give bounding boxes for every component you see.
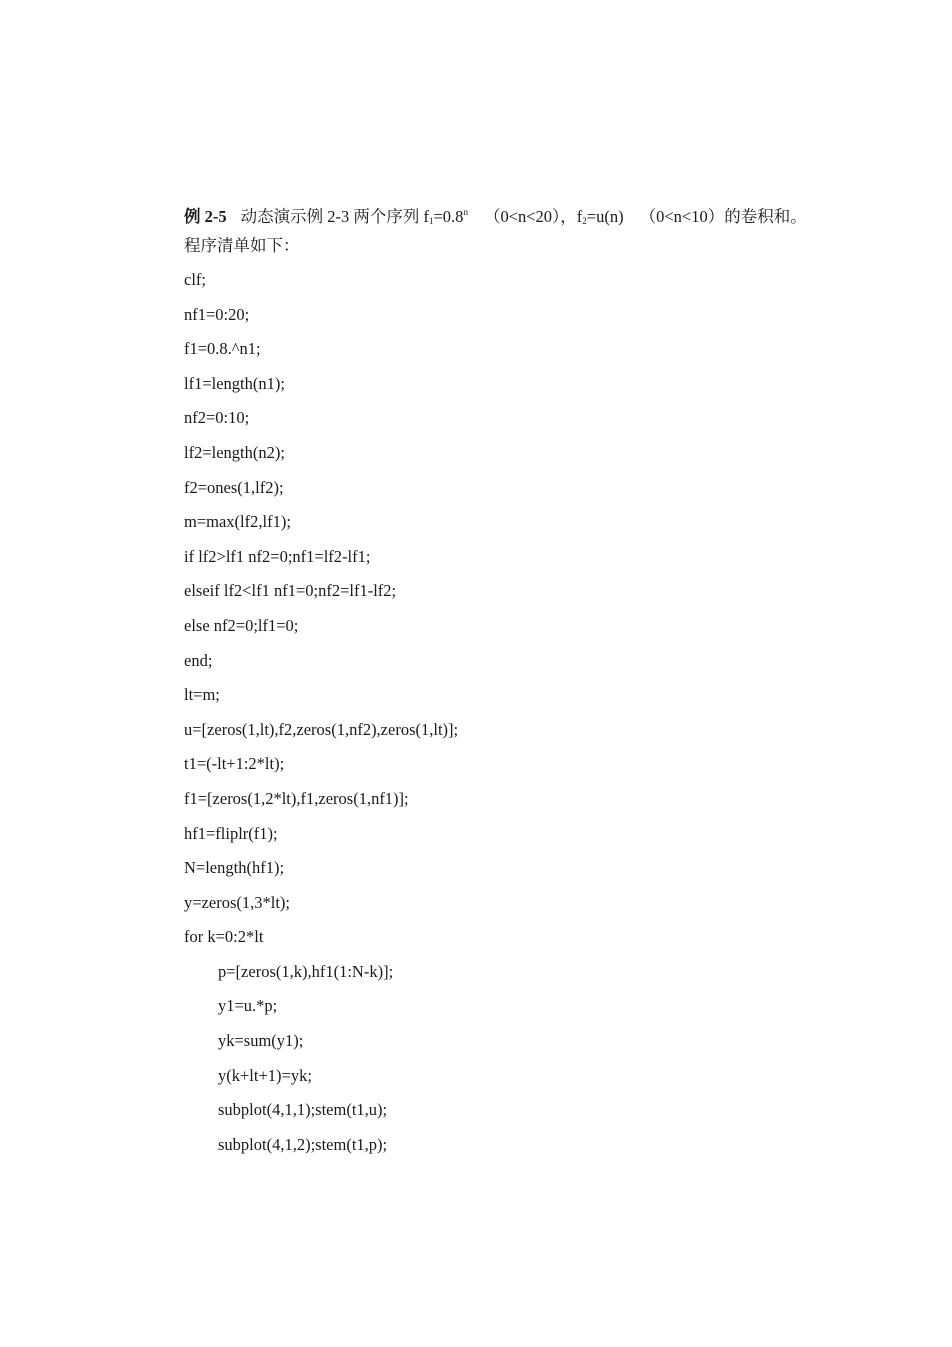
code-line: yk=sum(y1); [218, 1031, 304, 1051]
subscript-1: 1 [429, 216, 434, 226]
code-line: f2=ones(1,lf2); [184, 477, 284, 497]
code-line: p=[zeros(1,k),hf1(1:N-k)]; [218, 961, 394, 981]
heading-text-c: =u(n) [586, 207, 624, 226]
code-line: end; [184, 650, 213, 670]
code-listing [184, 268, 458, 1167]
heading-text-a: 动态演示例 2-3 两个序列 f [240, 207, 429, 226]
code-line: t1=(-lt+1:2*lt); [184, 754, 285, 774]
code-line: f1=0.8.^n1; [184, 339, 261, 359]
code-line: nf2=0:10; [184, 408, 250, 428]
range-2: （0<n<10）的卷积和。 [639, 207, 807, 226]
code-line: for k=0:2*lt [184, 927, 264, 947]
superscript-n: n [463, 207, 468, 217]
code-line: hf1=fliplr(f1); [184, 823, 278, 843]
code-line: if lf2>lf1 nf2=0;nf1=lf2-lf1; [184, 546, 371, 566]
range-1: （0<n<20），f [483, 207, 583, 226]
code-line: y1=u.*p; [218, 996, 278, 1016]
code-line: lf2=length(n2); [184, 442, 285, 462]
example-heading [184, 200, 807, 233]
example-label: 例 2-5 [184, 207, 227, 226]
subscript-2: 2 [582, 216, 587, 226]
code-line: lf1=length(n1); [184, 373, 285, 393]
heading-text-b: =0.8 [433, 207, 464, 226]
code-line: elseif lf2<lf1 nf1=0;nf2=lf1-lf2; [184, 581, 397, 601]
code-line: clf; [184, 270, 206, 289]
code-line: nf1=0:20; [184, 304, 250, 324]
code-line: subplot(4,1,2);stem(t1,p); [218, 1134, 388, 1154]
code-line: subplot(4,1,1);stem(t1,u); [218, 1100, 388, 1120]
program-listing-caption: 程序清单如下： [184, 236, 300, 255]
code-line: f1=[zeros(1,2*lt),f1,zeros(1,nf1)]; [184, 788, 409, 808]
code-line: m=max(lf2,lf1); [184, 512, 291, 532]
code-line: y(k+lt+1)=yk; [218, 1065, 312, 1085]
code-line: y=zeros(1,3*lt); [184, 892, 290, 912]
code-line: else nf2=0;lf1=0; [184, 615, 299, 635]
code-line: u=[zeros(1,lt),f2,zeros(1,nf2),zeros(1,lt)]; [184, 719, 459, 739]
code-line: N=length(hf1); [184, 858, 285, 878]
code-line: lt=m; [184, 685, 220, 705]
